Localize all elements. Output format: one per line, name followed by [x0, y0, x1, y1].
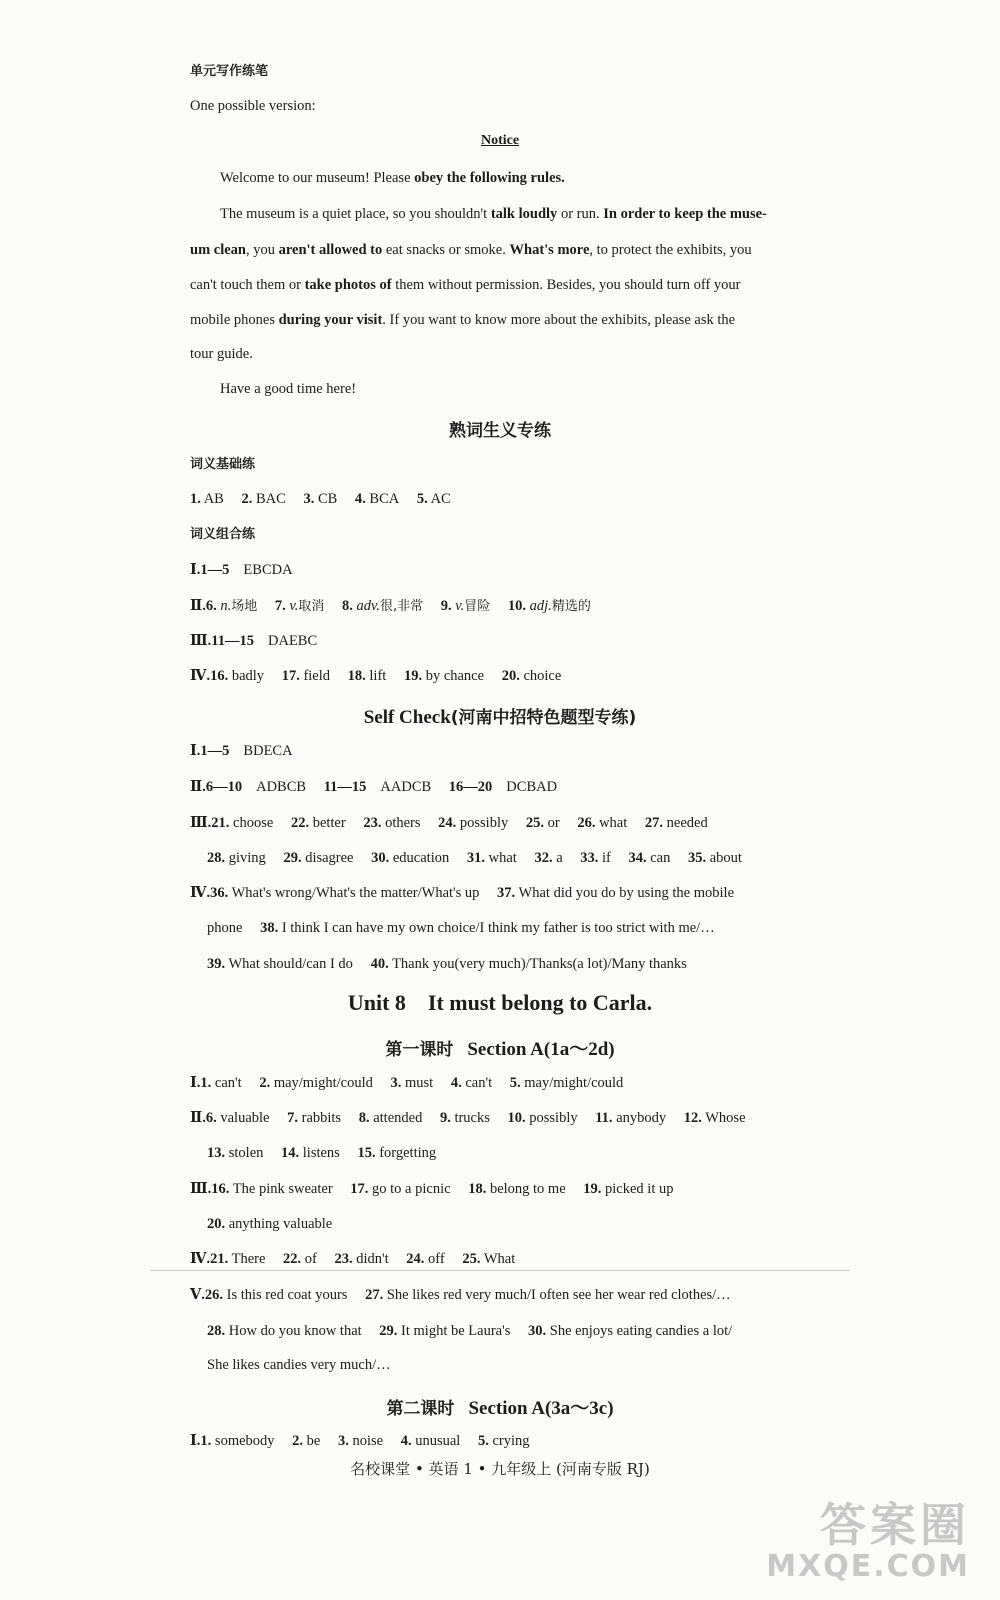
item-answer: listens	[302, 1145, 340, 1161]
text: . If you want to know more about the exhibits, please ask the	[382, 312, 736, 328]
text: , to protect the exhibits, you	[589, 242, 752, 258]
item-answer: 取消	[298, 599, 325, 614]
notice-title: Notice	[480, 133, 520, 148]
notice-paragraph-3: Have a good time here!	[220, 381, 357, 397]
item-answer: be	[306, 1433, 321, 1449]
item-number: 18.	[347, 668, 366, 684]
vocab-basic-heading: 词义基础练	[190, 457, 256, 472]
item-answer: 冒险	[464, 599, 491, 614]
item-number: 27.	[644, 815, 664, 831]
item-number: 15.	[357, 1145, 376, 1161]
lesson-1-part-2-line-2	[207, 1143, 436, 1163]
item-answer: She likes red very much/I often see her wear red clothes/…	[386, 1287, 731, 1303]
item-number: 5.	[509, 1075, 521, 1091]
roman-numeral: Ⅰ.	[190, 1433, 201, 1449]
item-number: 13.	[207, 1145, 226, 1161]
item-number: 29.	[283, 850, 302, 866]
item-answer: possibly	[459, 815, 509, 831]
item-answer: attended	[373, 1110, 423, 1126]
item-answer: needed	[666, 815, 708, 831]
text: Welcome to our museum! Please	[220, 170, 415, 186]
notice-paragraph-2-line-1	[220, 204, 767, 224]
vocab-combo-part-1	[190, 560, 293, 580]
page-footer: 名校课堂 • 英语 1 • 九年级上 (河南专版 RJ)	[350, 1460, 650, 1478]
item-number: 25.	[462, 1251, 481, 1267]
item-answer: what	[488, 850, 517, 866]
vocab-combo-part-4	[190, 666, 561, 686]
part-of-speech: adj.	[529, 598, 552, 614]
item-range: 16—20	[448, 779, 493, 795]
item-range: 6—10	[205, 779, 243, 795]
item-answer: may/might/could	[524, 1075, 624, 1091]
item-answer: 很,非常	[380, 599, 424, 614]
item-answer: by chance	[425, 668, 485, 684]
item-answer: somebody	[214, 1433, 275, 1449]
item-answer: rabbits	[301, 1110, 342, 1126]
item-number: 11.	[595, 1110, 613, 1126]
lesson-1-part-3-line-1	[190, 1179, 674, 1199]
text: , you	[245, 242, 279, 258]
lesson-1-part-5-line-1	[190, 1285, 731, 1305]
item-answer: EBCDA	[243, 562, 293, 578]
item-answer: anybody	[616, 1110, 667, 1126]
item-answer: giving	[228, 850, 266, 866]
item-answer: valuable	[220, 1110, 270, 1126]
item-number: 6.	[205, 598, 217, 614]
roman-numeral: Ⅳ.	[190, 1251, 211, 1267]
notice-paragraph-1	[220, 168, 565, 188]
item-answer: better	[312, 815, 346, 831]
item-answer: BCA	[369, 491, 400, 507]
bold-phrase: obey the following rules.	[414, 170, 565, 186]
item-answer: ADBCB	[256, 779, 307, 795]
item-number: 12.	[683, 1110, 702, 1126]
item-answer: CB	[317, 491, 338, 507]
item-number: 20.	[207, 1216, 226, 1232]
item-number: 1.	[190, 491, 201, 507]
title-en: Section A(1a～2d)	[467, 1039, 615, 1060]
item-number: 40.	[370, 956, 389, 972]
item-number: 26.	[204, 1287, 224, 1303]
notice-paragraph-2-line-4	[190, 310, 735, 330]
item-answer: choice	[523, 668, 562, 684]
title-cn: (河南中招特色题型专练)	[450, 708, 637, 728]
notice-paragraph-2-line-3	[190, 275, 741, 295]
item-answer: Whose	[705, 1110, 746, 1126]
item-range: 11—15	[211, 633, 254, 649]
item-range: 1—5	[200, 562, 230, 578]
title-en: Section A(3a～3c)	[468, 1398, 614, 1419]
item-number: 23.	[334, 1251, 353, 1267]
notice-paragraph-2-line-5: tour guide.	[190, 346, 253, 362]
roman-numeral: Ⅳ.	[190, 668, 211, 684]
item-number: 2.	[241, 491, 253, 507]
self-check-part-4-line-2	[207, 918, 715, 938]
item-number: 1.	[200, 1433, 212, 1449]
item-number: 16.	[210, 668, 229, 684]
item-answer: Is this red coat yours	[226, 1287, 348, 1303]
text: or run.	[557, 206, 604, 222]
item-number: 3.	[303, 491, 315, 507]
item-number: 2.	[292, 1433, 304, 1449]
item-number: 3.	[390, 1075, 402, 1091]
part-of-speech: n.	[220, 598, 232, 614]
text: eat snacks or smoke.	[382, 242, 510, 258]
text: can't touch them or	[190, 277, 305, 293]
notice-paragraph-2-line-2	[190, 240, 752, 260]
vocab-combo-part-2	[190, 596, 591, 617]
item-answer: BAC	[255, 491, 286, 507]
item-answer: disagree	[305, 850, 354, 866]
item-answer: Thank you(very much)/Thanks(a lot)/Many thanks	[392, 956, 687, 972]
item-number: 1.	[200, 1075, 212, 1091]
item-answer: badly	[231, 668, 265, 684]
item-number: 19.	[403, 668, 423, 684]
item-number: 28.	[207, 1323, 226, 1339]
item-answer: What did you do by using the mobile	[518, 885, 735, 901]
lesson-1-part-5-line-3: She likes candies very much/…	[207, 1357, 391, 1373]
roman-numeral: Ⅰ.	[190, 1075, 201, 1091]
item-number: 38.	[260, 920, 279, 936]
item-answer: There	[231, 1251, 266, 1267]
item-answer: anything valuable	[228, 1216, 333, 1232]
item-number: 28.	[207, 850, 226, 866]
item-answer: It might be Laura's	[401, 1323, 511, 1339]
item-number: 29.	[379, 1323, 398, 1339]
item-number: 21.	[211, 815, 230, 831]
part-of-speech: v.	[455, 598, 465, 614]
lesson-1-part-4	[190, 1249, 515, 1269]
item-answer: noise	[352, 1433, 384, 1449]
item-number: 16.	[211, 1181, 230, 1197]
roman-numeral: Ⅰ.	[190, 562, 201, 578]
roman-numeral: Ⅱ.	[190, 779, 206, 795]
lesson-1-part-5-line-2	[207, 1321, 732, 1341]
item-number: 4.	[450, 1075, 462, 1091]
item-answer: of	[304, 1251, 317, 1267]
item-answer: didn't	[356, 1251, 389, 1267]
item-answer: can't	[465, 1075, 493, 1091]
item-number: 30.	[371, 850, 390, 866]
item-answer: I think I can have my own choice/I think my father is too strict with me/…	[281, 920, 715, 936]
item-number: 7.	[274, 598, 286, 614]
item-answer: lift	[369, 668, 387, 684]
item-answer: 场地	[231, 599, 258, 614]
item-number: 27.	[365, 1287, 384, 1303]
bold-phrase: talk loudly	[490, 206, 558, 222]
item-answer: belong to me	[489, 1181, 566, 1197]
item-answer: What	[483, 1251, 516, 1267]
item-number: 17.	[281, 668, 300, 684]
self-check-part-4-line-1	[190, 883, 734, 903]
lesson-2-title	[0, 1393, 1000, 1420]
item-number: 5.	[477, 1433, 489, 1449]
item-answer: She enjoys eating candies a lot/	[549, 1323, 733, 1339]
roman-numeral: Ⅲ.	[190, 1181, 212, 1197]
item-answer: DCBAD	[506, 779, 558, 795]
item-answer: AB	[203, 491, 224, 507]
item-answer: What's wrong/What's the matter/What's up	[231, 885, 480, 901]
self-check-part-3-line-2	[207, 848, 742, 868]
part-of-speech: adv.	[356, 598, 381, 614]
item-answer: AC	[430, 491, 451, 507]
item-number: 14.	[281, 1145, 300, 1161]
item-answer: what	[599, 815, 628, 831]
item-answer: if	[602, 850, 611, 866]
item-number: 21.	[210, 1251, 229, 1267]
item-number: 34.	[628, 850, 647, 866]
item-number: 6.	[205, 1110, 217, 1126]
vocab-basic-answers	[190, 489, 451, 509]
unit-title: Unit 8 It must belong to Carla.	[347, 990, 653, 1015]
part-of-speech: v.	[289, 598, 299, 614]
watermark-line-1: 答案圈	[820, 1498, 970, 1552]
roman-numeral: Ⅴ.	[190, 1287, 205, 1303]
item-answer: education	[392, 850, 450, 866]
bold-phrase: during your visit	[278, 312, 383, 328]
item-answer: or	[547, 815, 560, 831]
item-number: 31.	[466, 850, 485, 866]
item-answer: go to a picnic	[372, 1181, 451, 1197]
item-number: 10.	[507, 1110, 526, 1126]
item-answer: crying	[492, 1433, 530, 1449]
item-answer: field	[303, 668, 331, 684]
item-range: 1—5	[200, 743, 230, 759]
self-check-part-1	[190, 741, 293, 761]
item-number: 10.	[507, 598, 527, 614]
item-answer: choose	[233, 815, 274, 831]
item-answer: How do you know that	[228, 1323, 362, 1339]
item-number: 3.	[337, 1433, 349, 1449]
roman-numeral: Ⅱ.	[190, 598, 206, 614]
bold-phrase: What's more	[509, 242, 590, 258]
title-cn: 第一课时	[385, 1040, 454, 1060]
roman-numeral: Ⅰ.	[190, 743, 201, 759]
item-answer: can	[650, 850, 671, 866]
item-number: 9.	[439, 1110, 451, 1126]
lesson-2-part-1	[190, 1431, 529, 1451]
bold-phrase: um clean	[190, 242, 246, 258]
item-answer: stolen	[228, 1145, 264, 1161]
item-answer: trucks	[454, 1110, 490, 1126]
item-number: 4.	[400, 1433, 412, 1449]
item-answer: What should/can I do	[228, 956, 353, 972]
item-number: 22.	[283, 1251, 302, 1267]
item-answer: The pink sweater	[232, 1181, 333, 1197]
item-number: 37.	[497, 885, 516, 901]
item-answer: possibly	[529, 1110, 578, 1126]
watermark-line-2: MXQE.COM	[766, 1549, 970, 1584]
self-check-part-3-line-1	[190, 813, 708, 833]
item-number: 23.	[363, 815, 382, 831]
item-number: 32.	[534, 850, 553, 866]
item-number: 20.	[501, 668, 520, 684]
item-answer: a	[556, 850, 563, 866]
title-en: Self Check	[363, 707, 451, 728]
self-check-part-4-line-3	[207, 954, 687, 974]
item-number: 2.	[259, 1075, 271, 1091]
section-title-vocab: 熟词生义专练	[449, 421, 551, 441]
text: The museum is a quiet place, so you shouldn't	[220, 206, 491, 222]
item-answer: can't	[214, 1075, 242, 1091]
text: mobile phones	[190, 312, 279, 328]
item-number: 5.	[416, 491, 428, 507]
item-number: 39.	[207, 956, 226, 972]
section-title-self-check	[0, 703, 1000, 729]
roman-numeral: Ⅲ.	[190, 815, 212, 831]
item-answer: unusual	[415, 1433, 461, 1449]
item-answer: AADCB	[380, 779, 432, 795]
lesson-1-part-2-line-1	[190, 1108, 746, 1128]
item-range: 11—15	[323, 779, 367, 795]
vocab-combo-heading: 词义组合练	[190, 527, 256, 542]
item-number: 35.	[687, 850, 707, 866]
roman-numeral: Ⅳ.	[190, 885, 211, 901]
item-answer: others	[385, 815, 421, 831]
item-number: 36.	[210, 885, 229, 901]
item-number: 8.	[358, 1110, 370, 1126]
item-answer: may/might/could	[273, 1075, 373, 1091]
item-number: 25.	[525, 815, 544, 831]
lesson-1-part-3-line-2	[207, 1214, 332, 1234]
item-number: 24.	[438, 815, 457, 831]
writing-heading: 单元写作练笔	[190, 64, 269, 79]
writing-intro: One possible version:	[190, 98, 316, 114]
lesson-1-title	[0, 1034, 1000, 1061]
item-number: 7.	[287, 1110, 298, 1126]
item-answer: 精选的	[551, 599, 591, 614]
lesson-1-part-1	[190, 1073, 623, 1093]
item-number: 18.	[468, 1181, 487, 1197]
scan-fold-line	[150, 1270, 850, 1271]
bold-phrase: In order to keep the muse-	[603, 206, 767, 222]
bold-phrase: take photos of	[304, 277, 392, 293]
item-answer: off	[428, 1251, 445, 1267]
item-number: 8.	[342, 598, 353, 614]
item-answer: forgetting	[379, 1145, 437, 1161]
watermark-logo	[766, 1500, 970, 1584]
item-answer: must	[405, 1075, 434, 1091]
item-number: 17.	[350, 1181, 369, 1197]
item-number: 22.	[290, 815, 310, 831]
text: them without permission. Besides, you should turn off your	[391, 277, 741, 293]
item-number: 4.	[354, 491, 366, 507]
vocab-combo-part-3	[190, 631, 317, 651]
item-answer: DAEBC	[268, 633, 318, 649]
bold-phrase: aren't allowed to	[278, 242, 383, 258]
item-answer: about	[709, 850, 742, 866]
item-answer: picked it up	[605, 1181, 674, 1197]
item-answer: phone	[207, 920, 243, 936]
roman-numeral: Ⅲ.	[190, 633, 212, 649]
item-number: 33.	[580, 850, 599, 866]
item-number: 24.	[406, 1251, 425, 1267]
item-number: 9.	[440, 598, 452, 614]
item-answer: BDECA	[243, 743, 293, 759]
item-number: 26.	[577, 815, 596, 831]
self-check-part-2	[190, 777, 557, 797]
item-number: 19.	[583, 1181, 602, 1197]
item-number: 30.	[528, 1323, 547, 1339]
title-cn: 第二课时	[386, 1399, 455, 1419]
roman-numeral: Ⅱ.	[190, 1110, 206, 1126]
